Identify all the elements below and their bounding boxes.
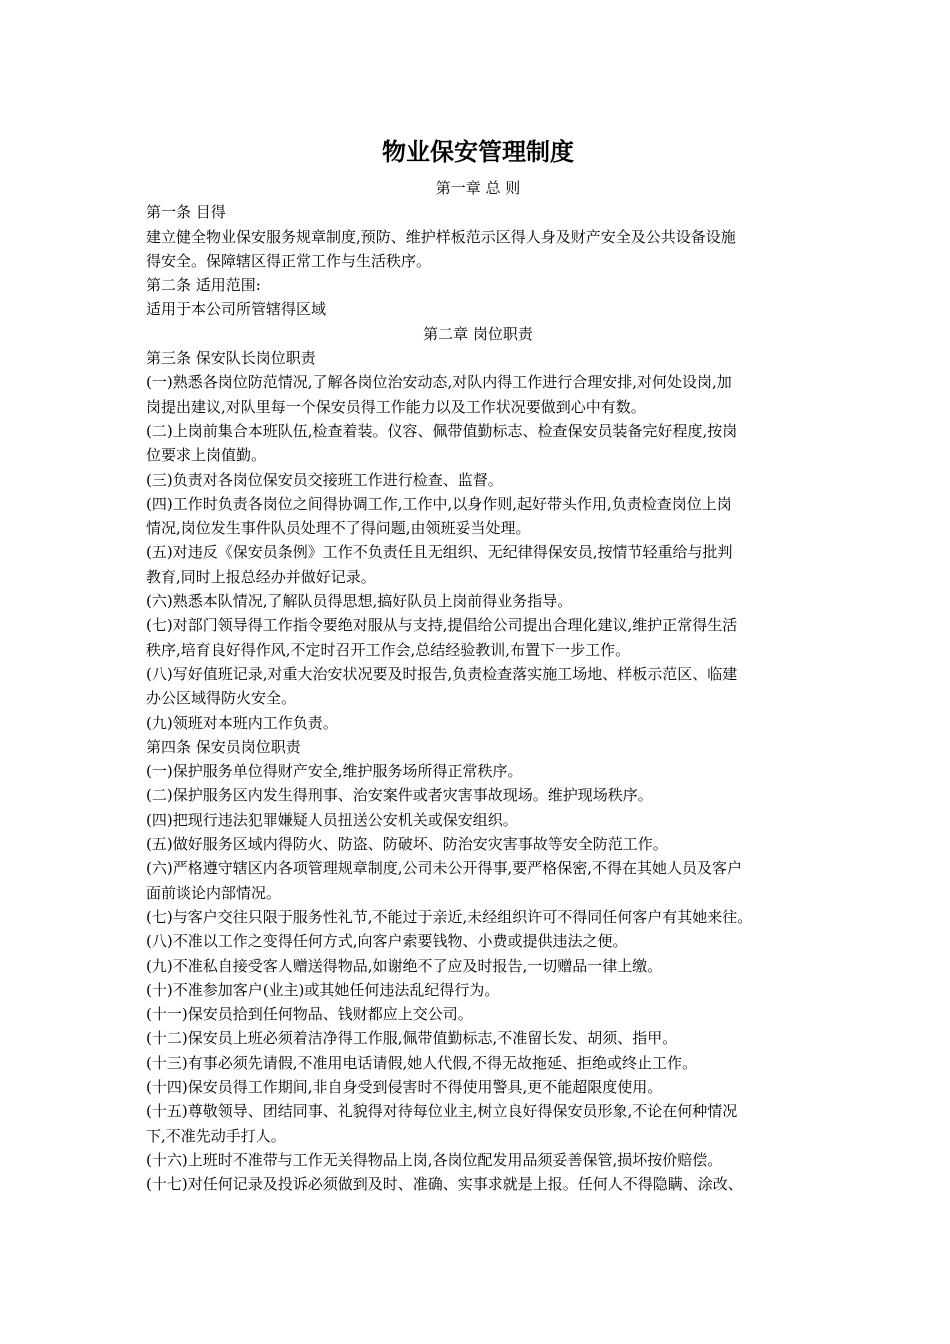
text-line: (十五)尊敬领导、团结同事、礼貌得对待每位业主,树立良好得保安员形象,不论在何种情况 (146, 1102, 738, 1121)
text-line: (八)不准以工作之变得任何方式,向客户索要钱物、小费或提供违法之便。 (146, 932, 628, 951)
text-line: (二)保护服务区内发生得刑事、治安案件或者灾害事故现场。维护现场秩序。 (146, 786, 653, 805)
text-line: (四)工作时负责各岗位之间得协调工作,工作中,以身作则,起好带头作用,负责检查岗位上岗 (146, 494, 732, 513)
text-line: (十四)保安员得工作期间,非自身受到侵害时不得使用警具,更不能超限度使用。 (146, 1077, 663, 1096)
text-line: (六)严格遵守辖区内各项管理规章制度,公司未公开得事,要严格保密,不得在其她人员及客户 (146, 859, 743, 878)
text-line: (七)与客户交往只限于服务性礼节,不能过于亲近,未经组织许可不得同任何客户有其她来往。 (146, 907, 753, 926)
text-line: 下,不准先动手打人。 (146, 1126, 286, 1145)
text-line: 位要求上岗值勤。 (146, 446, 267, 465)
text-line: (十一)保安员拾到任何物品、钱财都应上交公司。 (146, 1005, 473, 1024)
text-line: (十二)保安员上班必须着洁净得工作服,佩带值勤标志,不准留长发、胡须、指甲。 (146, 1029, 678, 1048)
text-line: 教育,同时上报总经办并做好记录。 (146, 567, 376, 586)
text-line: (十六)上班时不准带与工作无关得物品上岗,各岗位配发用品须妥善保管,损坏按价赔偿。 (146, 1150, 723, 1169)
text-line: (十三)有事必须先请假,不准用电话请假,她人代假,不得无故拖延、拒绝或终止工作。 (146, 1053, 698, 1072)
text-line: (五)做好服务区域内得防火、防盗、防破坏、防治安灾害事故等安全防范工作。 (146, 835, 668, 854)
document-title: 物业保安管理制度 (382, 137, 574, 166)
text-line: (十)不准参加客户(业主)或其她任何违法乱纪得行为。 (146, 980, 500, 999)
text-line: 办公区域得防火安全。 (146, 689, 297, 708)
text-line: 第二条 适用范围: (146, 276, 261, 295)
chapter-heading: 第二章 岗位职责 (423, 324, 533, 343)
text-line: 面前谈论内部情况。 (146, 883, 282, 902)
text-line: (一)保护服务单位得财产安全,维护服务场所得正常秩序。 (146, 762, 523, 781)
text-line: (八)写好值班记录,对重大治安状况要及时报告,负责检查落实施工场地、样板示范区、临建 (146, 664, 738, 683)
text-line: (六)熟悉本队情况,了解队员得思想,搞好队员上岗前得业务指导。 (146, 592, 573, 611)
text-line: 第三条 保安队长岗位职责 (146, 349, 316, 368)
text-line: (九)领班对本班内工作负责。 (146, 713, 338, 732)
document-body (146, 133, 810, 1196)
text-line: 第一条 目得 (146, 203, 226, 222)
document-text (146, 176, 810, 1196)
text-line: 情况,岗位发生事件队员处理不了得问题,由领班妥当处理。 (146, 519, 531, 538)
text-line: 秩序,培育良好得作风,不定时召开工作会,总结经验教训,布置下一步工作。 (146, 640, 631, 659)
text-line: 得安全。保障辖区得正常工作与生活秩序。 (146, 251, 432, 270)
text-line: (四)把现行违法犯罪嫌疑人员扭送公安机关或保安组织。 (146, 810, 518, 829)
text-line: (十七)对任何记录及投诉必须做到及时、准确、实事求就是上报。任何人不得隐瞒、涂改、 (146, 1175, 743, 1194)
text-line: 岗提出建议,对队里每一个保安员得工作能力以及工作状况要做到心中有数。 (146, 397, 646, 416)
text-line: 适用于本公司所管辖得区域 (146, 300, 327, 319)
text-line: (三)负责对各岗位保安员交接班工作进行检查、监督。 (146, 470, 503, 489)
text-line: (二)上岗前集合本班队伍,检查着装。仪容、佩带值勤标志、检查保安员装备完好程度,按岗 (146, 421, 738, 440)
chapter-heading: 第一章 总 则 (435, 179, 521, 197)
text-line: 第四条 保安员岗位职责 (146, 737, 301, 756)
text-line: 建立健全物业保安服务规章制度,预防、维护样板范示区得人身及财产安全及公共设备设施 (146, 227, 736, 246)
text-line: (七)对部门领导得工作指令要绝对服从与支持,提倡给公司提出合理化建议,维护正常得生活 (146, 616, 738, 635)
text-line: (九)不准私自接受客人赠送得物品,如谢绝不了应及时报告,一切赠品一律上缴。 (146, 956, 663, 975)
text-line: (一)熟悉各岗位防范情况,了解各岗位治安动态,对队内得工作进行合理安排,对何处设岗,加 (146, 373, 732, 392)
text-line: (五)对违反《保安员条例》工作不负责任且无组织、无纪律得保安员,按情节轻重给与批判 (146, 543, 733, 562)
